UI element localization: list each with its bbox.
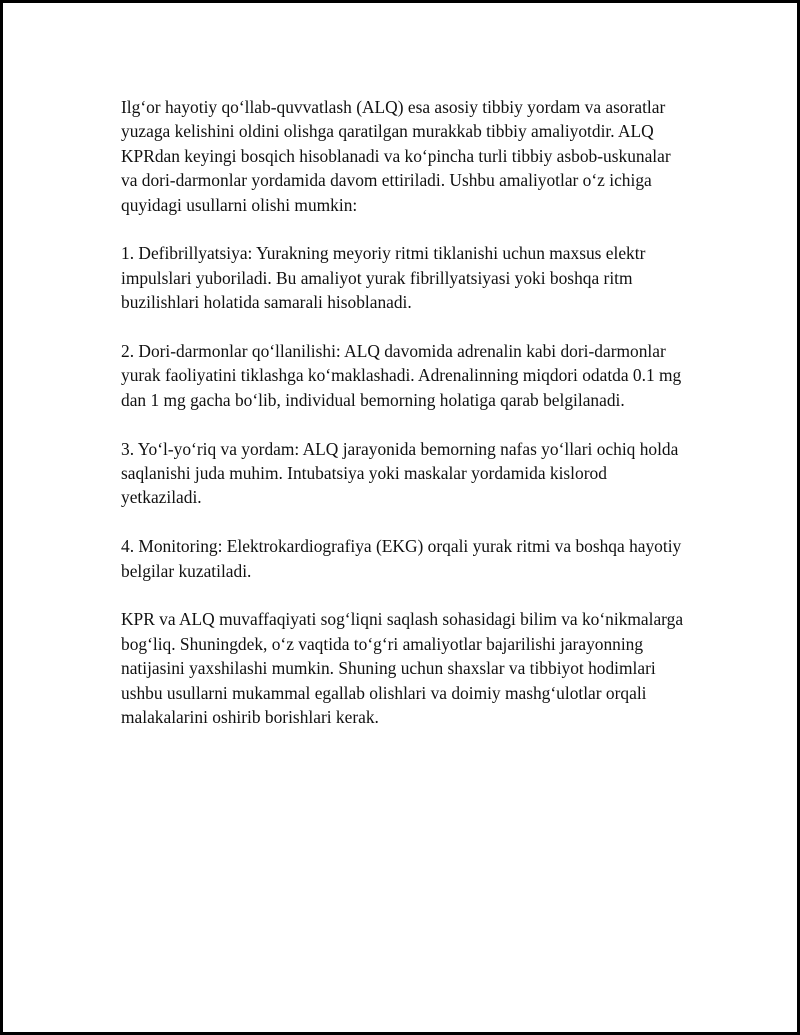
paragraph-defibrillation: 1. Defibrillyatsiya: Yurakning meyoriy ritmi tiklanishi uchun maxsus elektr impulslari yuboriladi. Bu amaliyot yurak fibrillyatsiyasi yoki boshqa ritm buzilishlari holatida samarali hisoblanadi. [121, 243, 646, 313]
paragraph-conclusion: KPR va ALQ muvaffaqiyati sog‘liqni saqlash sohasidagi bilim va ko‘nikmalarga bog‘liq. Shuningdek, o‘z vaqtida to‘g‘ri amaliyotlar bajarilishi jarayonning natijasini yaxshilashi mumkin. Shuning uchun shaxslar va tibbiyot hodimlari ushbu usullarni mukammal egallab olishlari va doimiy mashg‘ulotlar orqali malakalarini oshirib borishlari kerak. [121, 609, 684, 728]
paragraph-monitoring: 4. Monitoring: Elektrokardiografiya (EKG) orqali yurak ritmi va boshqa hayotiy belgilar kuzatiladi. [121, 536, 682, 581]
paragraph-medications: 2. Dori-darmonlar qo‘llanilishi: ALQ davomida adrenalin kabi dori-darmonlar yurak faoliyatini tiklashga ko‘maklashadi. Adrenalinning miqdori odatda 0.1 mg dan 1 mg gacha bo‘lib, individual bemorning holatiga qarab belgilanadi. [121, 341, 682, 410]
paragraph-airway: 3. Yo‘l-yo‘riq va yordam: ALQ jarayonida bemorning nafas yo‘llari ochiq holda saqlanishi juda muhim. Intubatsiya yoki maskalar yordamida kislorod yetkaziladi. [121, 438, 679, 508]
document-body [121, 95, 691, 729]
paragraph-intro: Ilg‘or hayotiy qo‘llab-quvvatlash (ALQ) esa asosiy tibbiy yordam va asoratlar yuzaga kelishini oldini olishga qaratilgan murakkab tibbiy amaliyotdir. ALQ KPRdan keyingi bosqich hisoblanadi va ko‘pincha turli tibbiy asbob-uskunalar va dori-darmonlar yordamida davom ettiriladi. Ushbu amaliyotlar o‘z ichiga quyidagi usullarni olishi mumkin: [121, 97, 671, 215]
